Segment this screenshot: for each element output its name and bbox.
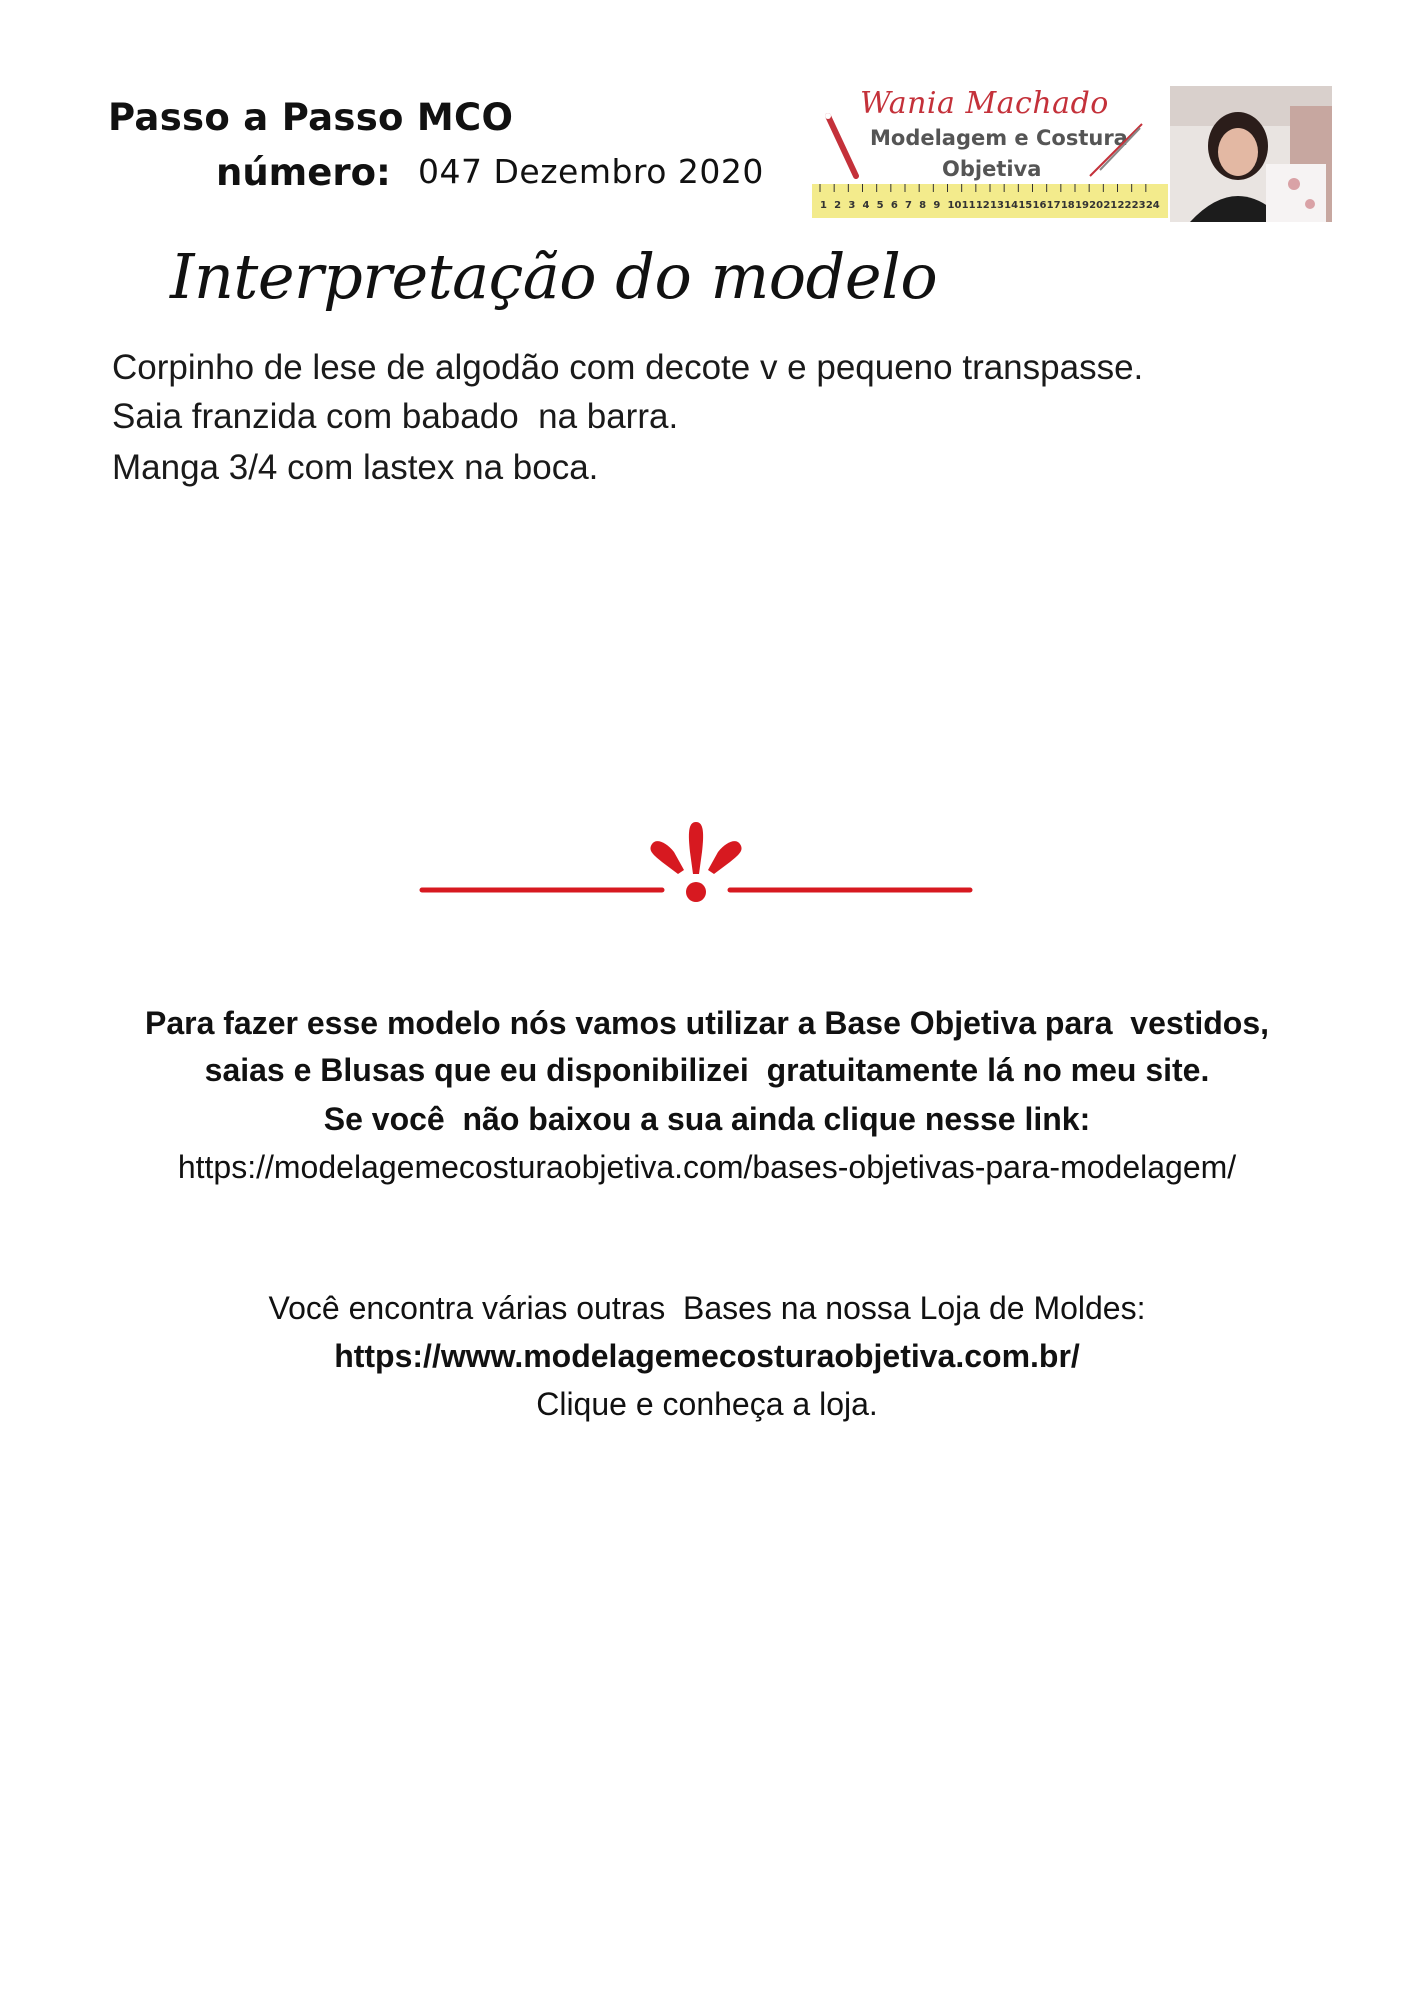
issue-number-value: 047 Dezembro 2020: [418, 152, 764, 191]
ruler-number: 17: [1046, 200, 1061, 211]
ruler-number: 8: [919, 200, 927, 211]
ruler-number: 15: [1018, 200, 1033, 211]
ruler-number: 11: [961, 200, 976, 211]
info-text-line: Para fazer esse modelo nós vamos utilizar a Base Objetiva para vestidos,: [144, 1005, 1270, 1041]
ruler-number: 7: [905, 200, 912, 211]
ruler-number: 3: [848, 200, 856, 211]
ruler-number: 12: [975, 200, 990, 211]
info-text-line: saias e Blusas que eu disponibilizei gratuitamente lá no meu site.: [204, 1052, 1210, 1088]
brand-name-line2: Objetiva: [942, 157, 1042, 181]
brand-name-line1: Modelagem e Costura: [870, 126, 1128, 150]
ruler-number: 23: [1131, 200, 1146, 211]
ruler-number: 21: [1103, 200, 1118, 211]
brand-logo-banner: [812, 86, 1332, 222]
info-text-line: Se você não baixou a sua ainda clique nesse link:: [323, 1101, 1091, 1137]
description-line: Corpinho de lese de algodão com decote v e pequeno transpasse.: [112, 348, 1144, 387]
description-line: Saia franzida com babado na barra.: [112, 397, 679, 436]
section-heading: Interpretação do modelo: [170, 240, 938, 313]
ruler-number: 1: [820, 200, 827, 211]
needle-icon: [822, 112, 862, 182]
ruler-number: 22: [1117, 200, 1132, 211]
bases-link[interactable]: https://modelagemecosturaobjetiva.com/bases-objetivas-para-modelagem/: [177, 1149, 1237, 1185]
ruler-number: 16: [1032, 200, 1047, 211]
store-text-line: Você encontra várias outras Bases na nossa Loja de Moldes:: [268, 1290, 1146, 1326]
ruler-number: 4: [862, 200, 870, 211]
document-title: Passo a Passo MCO: [108, 96, 514, 139]
store-link[interactable]: https://www.modelagemecosturaobjetiva.com.br/: [334, 1338, 1080, 1374]
ruler-number: 6: [890, 200, 898, 211]
ruler-number: 9: [933, 200, 941, 211]
brand-signature: Wania Machado: [860, 86, 1109, 121]
thread-needle-icon: [1086, 120, 1146, 180]
brand-logo: [812, 86, 1168, 222]
author-photo: [1170, 86, 1332, 222]
ruler-number: 14: [1004, 200, 1019, 211]
measuring-tape: [812, 184, 1168, 218]
ruler-number: 5: [876, 200, 884, 211]
ruler-number: 10: [947, 200, 962, 211]
issue-number-label: número:: [216, 151, 391, 194]
description-line: Manga 3/4 com lastex na boca.: [112, 448, 599, 487]
ruler-number: 19: [1075, 200, 1089, 211]
ruler-number: 24: [1145, 200, 1160, 211]
ruler-number: 20: [1089, 200, 1104, 211]
ruler-number: 2: [834, 200, 842, 211]
ruler-number: 18: [1060, 200, 1075, 211]
ruler-number: 13: [990, 200, 1004, 211]
store-call-to-action: Clique e conheça a loja.: [536, 1386, 878, 1422]
decorative-divider: [412, 812, 980, 904]
